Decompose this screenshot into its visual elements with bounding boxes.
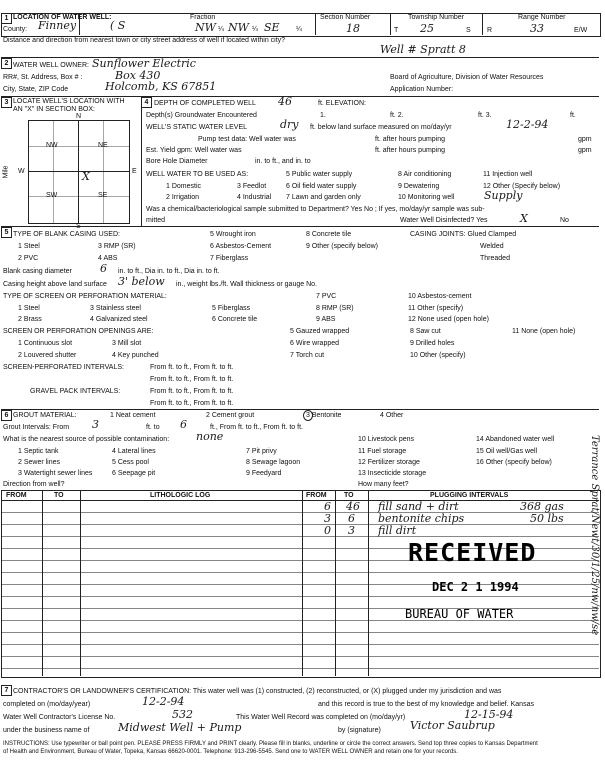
gpm-1: gpm (578, 136, 592, 143)
completed-value: 12-2-94 (142, 695, 185, 708)
fraction-q2: NW (228, 21, 249, 34)
plug-row-3-text: fill dirt (378, 524, 417, 537)
contam-5: 5 Cess pool (112, 459, 149, 466)
contam-4: 4 Lateral lines (112, 448, 156, 455)
plug-row-2-text: bentonite chips (378, 512, 465, 525)
perf-row-1: From ft. to ft., From ft. to ft. (150, 364, 234, 371)
depth-value: 46 (278, 95, 292, 108)
compass-e: E (132, 168, 137, 175)
completed-label: completed on (mo/day/year) (3, 701, 91, 708)
openings-label: SCREEN OR PERFORATION OPENINGS ARE: (3, 328, 154, 335)
log-lith-header: LITHOLOGIC LOG (150, 492, 211, 499)
use-7: 7 Lawn and garden only (286, 194, 361, 201)
plug-row-1-amount: 368 gas (520, 500, 564, 513)
use-12: 12 Other (Specify below) (483, 183, 561, 190)
grout-ft-to: ft. to (146, 424, 160, 431)
contam-6: 6 Seepage pit (112, 470, 156, 477)
use-5: 5 Public water supply (286, 171, 353, 178)
certification-label: CONTRACTOR'S OR LANDOWNER'S CERTIFICATION: This water well was (1) constructed, (2) reconstructed, or (X) plugged under my jurisdiction and was (13, 688, 502, 695)
log-rule-line (1, 668, 599, 669)
use-11: 11 Injection well (483, 171, 533, 178)
use-label: WELL WATER TO BE USED AS: (146, 171, 249, 178)
perforated-intervals-label: SCREEN-PERFORATED INTERVALS: (3, 364, 124, 371)
section-number-label: Section Number (320, 14, 371, 21)
opening-6: 6 Wire wrapped (290, 340, 340, 347)
owner-value: Sunflower Electric (92, 57, 196, 70)
grout-from: 3 (92, 418, 99, 431)
locate-label-2: AN "X" IN SECTION BOX: (13, 106, 95, 113)
plug-from-header: FROM (306, 492, 327, 499)
quad-ne: NE (98, 142, 108, 149)
diameter-label: Blank casing diameter (3, 268, 72, 275)
grout-label: GROUT MATERIAL: (13, 412, 77, 419)
opening-9: 9 Drilled holes (410, 340, 455, 347)
depth-label: DEPTH OF COMPLETED WELL (154, 100, 256, 107)
city-value: Holcomb, KS 67851 (105, 80, 217, 93)
opening-11: 11 None (open hole) (512, 328, 576, 335)
received-stamp: RECEIVED (408, 538, 537, 567)
county-value: Finney (38, 19, 77, 32)
log-rule-line (1, 572, 599, 573)
business-label: under the business name of (3, 727, 90, 734)
static-date: 12-2-94 (506, 118, 549, 131)
contam-9: 9 Feedyard (246, 470, 282, 477)
record-label: This Water Well Record was completed on (mo/day/yr) (236, 714, 406, 721)
screen-8: 8 RMP (SR) (316, 305, 354, 312)
address-value: Box 430 (115, 69, 161, 82)
distance-value: Well # Spratt 8 (380, 43, 466, 56)
diameter-rest: in. to ft., Dia in. to ft., Dia in. to ft. (118, 268, 220, 275)
gpm-2: gpm (578, 147, 592, 154)
screen-3: 3 Stainless steel (90, 305, 141, 312)
plug-row-3-to: 3 (348, 524, 355, 537)
joints-welded: Welded (480, 243, 504, 250)
log-from-header: FROM (6, 492, 27, 499)
contam-16: 16 Other (specify below) (476, 459, 552, 466)
address-label: RR#, St. Address, Box # : (3, 74, 83, 81)
log-rule-line (1, 512, 599, 513)
disinfected-value: X (520, 212, 528, 225)
log-to-header: TO (54, 492, 64, 499)
groundwater-label: Depth(s) Groundwater Encountered (146, 112, 257, 119)
disinfected-no: No (560, 217, 569, 224)
static-level-value: dry (280, 118, 299, 131)
disinfected-label: Water Well Disinfected? Yes (400, 217, 488, 224)
margin-note: Terrance Sprat/Newt/30/1/25/nw/nw/se (589, 435, 600, 636)
elevation-label: ft. ELEVATION: (318, 100, 366, 107)
screen-2: 2 Brass (18, 316, 42, 323)
log-rule-line (1, 596, 599, 597)
height-value: 3' below (118, 275, 165, 288)
bureau-stamp: BUREAU OF WATER (405, 607, 514, 621)
contam-13: 13 Insecticide storage (358, 470, 427, 477)
opening-5: 5 Gauzed wrapped (290, 328, 350, 335)
log-rule-line (1, 632, 599, 633)
screen-7: 7 PVC (316, 293, 337, 300)
record-value: 12-15-94 (464, 708, 514, 721)
pump-test-label: Pump test data: Well water was (198, 136, 296, 143)
fraction-label: Fraction (190, 14, 216, 21)
yield-label: Est. Yield gpm: Well water was (146, 147, 242, 154)
range-label: Range Number (518, 14, 566, 21)
casing-9: 9 Other (specify below) (306, 243, 378, 250)
section-number-value: 18 (346, 22, 360, 35)
quad-sw: SW (46, 192, 58, 199)
use-9: 9 Dewatering (398, 183, 440, 190)
screen-9: 9 ABS (316, 316, 336, 323)
signature-value: Victor Saubrup (410, 719, 495, 732)
screen-material-label: TYPE OF SCREEN OR PERFORATION MATERIAL: (3, 293, 167, 300)
township-s: S (466, 27, 471, 34)
use-12-value: Supply (484, 189, 523, 202)
quarter-mark: ¼ (296, 26, 302, 33)
quad-se: SE (98, 192, 108, 199)
direction-label: Direction from well? (3, 481, 65, 488)
static-level-label: WELL'S STATIC WATER LEVEL (146, 124, 248, 131)
opening-2: 2 Louvered shutter (18, 352, 77, 359)
screen-4: 4 Galvanized steel (90, 316, 148, 323)
casing-7: 7 Fiberglass (210, 255, 249, 262)
contam-14: 14 Abandoned water well (476, 436, 555, 443)
screen-11: 11 Other (specify) (408, 305, 464, 312)
contam-15: 15 Oil well/Gas well (476, 448, 538, 455)
casing-6: 6 Asbestos-Cement (210, 243, 272, 250)
contam-10: 10 Livestock pens (358, 436, 415, 443)
gravel-pack-label: GRAVEL PACK INTERVALS: (30, 388, 121, 395)
log-rule-line (1, 656, 599, 657)
casing-1: 1 Steel (18, 243, 40, 250)
contam-7: 7 Pit privy (246, 448, 277, 455)
plug-row-1-to: 46 (346, 500, 360, 513)
casing-4: 4 ABS (98, 255, 118, 262)
fraction-q3: SE (264, 21, 280, 34)
application-label: Application Number: (390, 86, 454, 93)
screen-1: 1 Steel (18, 305, 40, 312)
received-date-stamp: DEC 2 1 1994 (432, 580, 519, 594)
use-10: 10 Monitoring well (398, 194, 455, 201)
city-label: City, State, ZIP Code (3, 86, 69, 93)
opening-4: 4 Key punched (112, 352, 159, 359)
business-value: Midwest Well + Pump (118, 721, 242, 734)
contamination-value: none (196, 430, 224, 443)
opening-8: 8 Saw cut (410, 328, 441, 335)
casing-label: TYPE OF BLANK CASING USED: (13, 231, 120, 238)
locate-label: LOCATE WELL'S LOCATION WITH (13, 98, 125, 105)
screen-5: 5 Fiberglass (212, 305, 251, 312)
distance-label: Distance and direction from nearest town or city street address of well if located within city? (3, 37, 286, 44)
quarter-mark: ¼ (252, 26, 258, 33)
contam-3: 3 Watertight sewer lines (18, 470, 93, 477)
quad-nw: NW (46, 142, 58, 149)
section-1-label: LOCATION OF WATER WELL: (13, 14, 112, 21)
height-label: Casing height above land surface (3, 281, 107, 288)
contam-12: 12 Fertilizer storage (358, 459, 420, 466)
log-rule-line (1, 644, 599, 645)
bore-label: Bore Hole Diameter (146, 158, 208, 165)
township-t: T (394, 27, 399, 34)
use-4: 4 Industrial (237, 194, 272, 201)
plug-header: PLUGGING INTERVALS (430, 492, 509, 499)
opening-3: 3 Mill slot (112, 340, 142, 347)
casing-8: 8 Concrete tile (306, 231, 352, 238)
grout-2: 2 Cement grout (206, 412, 255, 419)
pump-test-rest: ft. after hours pumping (375, 136, 446, 143)
contamination-label: What is the nearest source of possible contamination: (3, 436, 170, 443)
bore-rest: in. to ft., and in. to (255, 158, 311, 165)
contam-8: 8 Sewage lagoon (246, 459, 301, 466)
range-ew: E/W (574, 27, 588, 34)
screen-6: 6 Concrete tile (212, 316, 258, 323)
chem-sample-label: Was a chemical/bacteriological sample submitted to Department? Yes No ; If yes, mo/day/yr sample was sub- (146, 206, 485, 213)
gw-2: ft. 2. (390, 112, 404, 119)
license-label: Water Well Contractor's License No. (3, 714, 116, 721)
range-r: R (487, 27, 493, 34)
feet-label: How many feet? (358, 481, 409, 488)
casing-2: 2 PVC (18, 255, 39, 262)
contam-1: 1 Septic tank (18, 448, 59, 455)
plug-row-2-to: 6 (348, 512, 355, 525)
gw-1: 1. (320, 112, 326, 119)
compass-w: W (18, 168, 25, 175)
compass-s (76, 223, 81, 231)
quarter-mark: ¼ (218, 26, 224, 33)
county-extra: ( S (110, 19, 126, 32)
casing-3: 3 RMP (SR) (98, 243, 136, 250)
plug-row-1-from: 6 (324, 500, 331, 513)
grout-to: 6 (180, 418, 187, 431)
section-box (28, 120, 130, 224)
perf-row-2: From ft. to ft., From ft. to ft. (150, 376, 234, 383)
casing-5: 5 Wrought iron (210, 231, 256, 238)
screen-10: 10 Asbestos-cement (408, 293, 472, 300)
use-2: 2 Irrigation (166, 194, 200, 201)
gravel-row-1: From ft. to ft., From ft. to ft. (150, 388, 234, 395)
opening-1: 1 Continuous slot (18, 340, 73, 347)
county-label: County: (3, 26, 28, 33)
gravel-row-2: From ft. to ft., From ft. to ft. (150, 400, 234, 407)
fraction-q1: NW (195, 21, 216, 34)
joints-threaded: Threaded (480, 255, 510, 262)
plug-row-3-from: 0 (324, 524, 331, 537)
grout-4: 4 Other (380, 412, 404, 419)
instructions-line-1: INSTRUCTIONS: Use typewriter or ball point pen. PLEASE PRESS FIRMLY and PRINT clearly. Please fill in blanks, underline or circle the correct answers. Send top three copies to Kansas Department (3, 741, 538, 747)
grout-rest: ft., From ft. to ft., From ft. to ft. (210, 424, 303, 431)
contam-2: 2 Sewer lines (18, 459, 61, 466)
screen-12: 12 None used (open hole) (408, 316, 489, 323)
log-rule-line (1, 524, 599, 525)
plug-row-2-amount: 50 lbs (530, 512, 564, 525)
use-1: 1 Domestic (166, 183, 202, 190)
grout-1: 1 Neat cement (110, 412, 156, 419)
use-8: 8 Air conditioning (398, 171, 452, 178)
location-mark: X (82, 170, 90, 183)
mitted: mitted (146, 217, 166, 224)
use-3: 3 Feedlot (237, 183, 267, 190)
joints-label: CASING JOINTS: Glued Clamped (410, 231, 517, 238)
instructions-line-2: of Health and Environment, Bureau of Water, Topeka, Kansas 66620-0001. Telephone: 913-296-5545. Send one to WATER WELL OWNER and retain one for your records. (3, 749, 458, 755)
opening-10: 10 Other (specify) (410, 352, 466, 359)
opening-7: 7 Torch cut (290, 352, 325, 359)
yield-rest: ft. after hours pumping (375, 147, 446, 154)
plug-row-1-text: fill sand + dirt (378, 500, 459, 513)
signature-label: by (signature) (338, 727, 381, 734)
contam-11: 11 Fuel storage (358, 448, 407, 455)
township-label: Township Number (408, 14, 465, 21)
mile-label: Mile (2, 165, 10, 179)
use-6: 6 Oil field water supply (286, 183, 357, 190)
range-value: 33 (530, 22, 544, 35)
grout-intervals-label: Grout Intervals: From (3, 424, 70, 431)
plug-row-2-from: 3 (324, 512, 331, 525)
static-level-rest: ft. below land surface measured on mo/day/yr (310, 124, 452, 131)
completed-rest: and this record is true to the best of my knowledge and belief. Kansas (318, 701, 534, 708)
board-text: Board of Agriculture, Division of Water Resources (390, 74, 544, 81)
plug-to-header: TO (344, 492, 354, 499)
bentonite-circle (303, 410, 313, 421)
height-rest: in., weight lbs./ft. Wall thickness or gauge No. (176, 281, 317, 288)
compass-n: N (76, 113, 82, 120)
log-rule-line (1, 536, 599, 537)
township-value: 25 (420, 22, 434, 35)
diameter-value: 6 (100, 262, 107, 275)
gw-ft: ft. (570, 112, 576, 119)
grout-3: 3 Bentonite (306, 412, 342, 419)
gw-3: ft. 3. (478, 112, 492, 119)
license-value: 532 (172, 708, 193, 721)
owner-label: WATER WELL OWNER: (13, 62, 89, 69)
